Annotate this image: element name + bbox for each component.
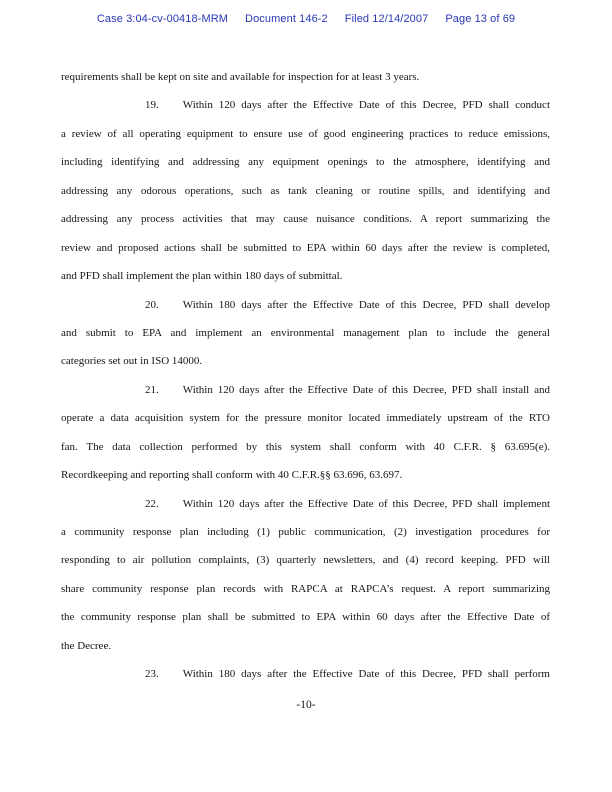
paragraph-20-first-line: 20. Within 180 days after the Effective Date of this Decree, PFD shall develop (145, 298, 550, 311)
body-line: fan. The data collection performed by this system shall conform with 40 C.F.R. § 63.695(e). (61, 440, 550, 453)
body-line: operate a data acquisition system for the pressure monitor located immediately upstream of the RTO (61, 412, 550, 425)
paragraph-19-first-line: 19. Within 120 days after the Effective Date of this Decree, PFD shall conduct (145, 99, 550, 112)
paragraph-23-first-line: 23. Within 180 days after the Effective Date of this Decree, PFD shall perform (145, 668, 550, 681)
body-line: and submit to EPA and implement an environmental management plan to include the general (61, 326, 550, 339)
body-line: the Decree. (61, 639, 112, 652)
body-line: including identifying and addressing any equipment openings to the atmosphere, identifying and (61, 156, 550, 169)
document-number: Document 146-2 (245, 13, 328, 25)
body-line: and PFD shall implement the plan within 180 days of submittal. (61, 270, 343, 283)
pacer-header-stamp (0, 13, 612, 25)
body-line: responding to air pollution complaints, (3) quarterly newsletters, and (4) record keeping. PFD will (61, 554, 550, 567)
page-info: Page 13 of 69 (445, 13, 516, 25)
paragraph-22-first-line: 22. Within 120 days after the Effective Date of this Decree, PFD shall implement (145, 497, 550, 510)
case-number: Case 3:04-cv-00418-MRM (96, 13, 229, 25)
body-line: share community response plan records with RAPCA at RAPCA’s request. A report summarizing (61, 582, 550, 595)
document-body (61, 63, 550, 689)
filed-date: Filed 12/14/2007 (344, 13, 429, 25)
body-line: a community response plan including (1) public communication, (2) investigation procedures for (61, 526, 550, 538)
page-number-footer: -10- (296, 699, 316, 711)
paragraph-number: 19. (145, 99, 159, 112)
body-line: requirements shall be kept on site and available for inspection for at least 3 years. (61, 71, 420, 83)
body-line: addressing any process activities that may cause nuisance conditions. A report summarizing the (61, 213, 550, 226)
paragraph-number: 23. (145, 668, 159, 681)
paragraph-number: 22. (145, 497, 159, 510)
body-line: categories set out in ISO 14000. (61, 355, 203, 368)
body-line: Recordkeeping and reporting shall conform with 40 C.F.R.§§ 63.696, 63.697. (61, 469, 403, 482)
body-line: a review of all operating equipment to ensure use of good engineering practices to reduce emissions, (61, 127, 550, 140)
paragraph-number: 21. (145, 383, 159, 396)
body-line: the community response plan shall be submitted to EPA within 60 days after the Effective Date of (61, 611, 550, 624)
paragraph-number: 20. (145, 298, 159, 311)
body-line: addressing any odorous operations, such as tank cleaning or routine spills, and identifying and (61, 184, 550, 197)
body-line: review and proposed actions shall be submitted to EPA within 60 days after the review is completed, (61, 241, 550, 254)
paragraph-21-first-line: 21. Within 120 days after the Effective Date of this Decree, PFD shall install and (145, 383, 550, 396)
